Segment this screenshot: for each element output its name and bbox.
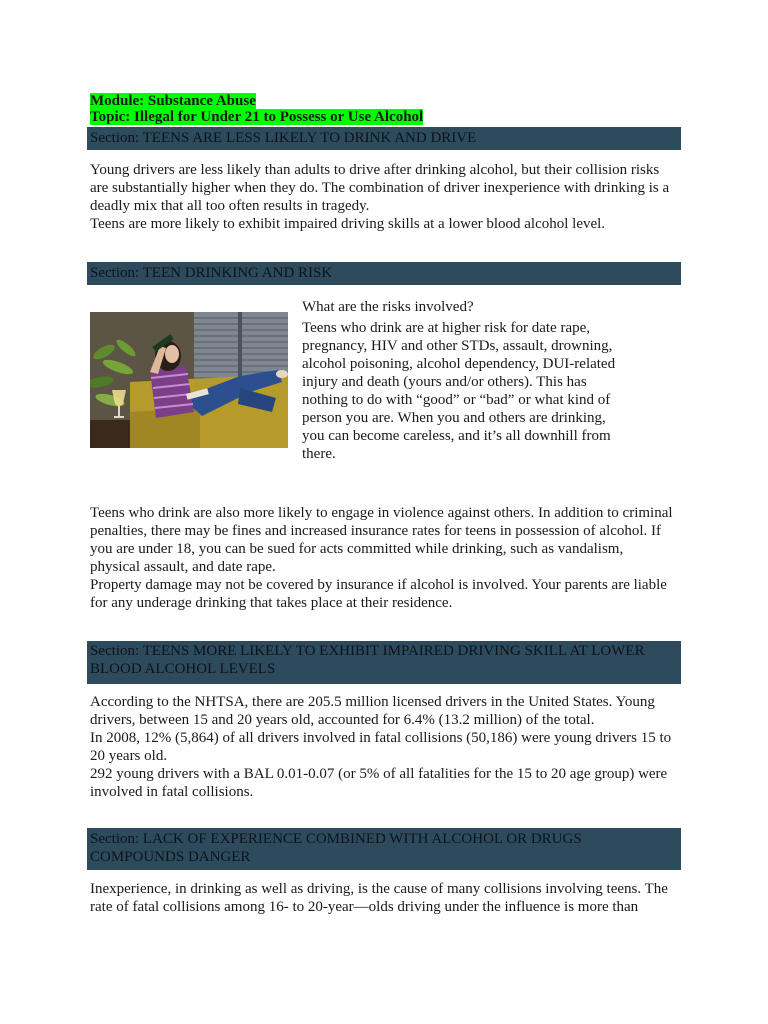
paragraph-line: there. (302, 446, 336, 462)
paragraph-line: rate of fatal collisions among 16- to 20-year—olds driving under the influence is more than (90, 899, 639, 915)
topic-label: Topic: Illegal for Under 21 to Possess or Use Alcohol (90, 109, 424, 125)
section-bar-lack-of-experience (87, 828, 681, 870)
paragraph (90, 693, 671, 729)
paragraph-line: 292 young drivers with a BAL 0.01-0.07 (or 5% of all fatalities for the 15 to 20 age group) were (90, 766, 668, 782)
topic-title (90, 109, 423, 125)
paragraph-line: nothing to do with “good” or “bad” or what kind of (302, 392, 611, 408)
paragraph-line: pregnancy, HIV and other STDs, assault, drowning, (302, 338, 613, 354)
teen-drinking-illustration (90, 312, 288, 448)
paragraph-line: 20 years old. (90, 748, 168, 764)
section-4-body (90, 880, 668, 916)
paragraph-line: drivers, between 15 and 20 years old, accounted for 6.4% (13.2 million) of the total. (90, 712, 595, 728)
paragraph (90, 765, 671, 801)
paragraph-line: injury and death (yours and/or others). This has (302, 374, 587, 390)
section-2-body (90, 504, 673, 612)
paragraph (90, 504, 673, 576)
section-heading: Section: LACK OF EXPERIENCE COMBINED WITH ALCOHOL OR DRUGS (90, 831, 582, 847)
paragraph-line: penalties, there may be fines and increased insurance rates for teens in possession of alcohol. If (90, 523, 662, 539)
question-text: What are the risks involved? (302, 299, 474, 315)
paragraph-line: Teens who drink are at higher risk for date rape, (302, 320, 591, 336)
section-heading: Section: TEENS MORE LIKELY TO EXHIBIT IMPAIRED DRIVING SKILL AT LOWER (90, 643, 645, 659)
paragraph (90, 161, 669, 215)
risks-paragraph (302, 319, 615, 463)
section-1-body (90, 161, 669, 233)
paragraph-line: alcohol poisoning, alcohol dependency, DUI-related (302, 356, 616, 372)
section-3-body (90, 693, 671, 801)
paragraph-line: you can become careless, and it’s all downhill from (302, 428, 611, 444)
paragraph-line: In 2008, 12% (5,864) of all drivers involved in fatal collisions (50,186) were young drivers 15 to (90, 730, 672, 746)
paragraph-line: are substantially higher when they do. The combination of driver inexperience with drinking is a (90, 180, 670, 196)
paragraph-line: you are under 18, you can be sued for acts committed while drinking, such as vandalism, (90, 541, 624, 557)
paragraph (90, 729, 671, 765)
section-bar-teen-drinking-risk (87, 262, 681, 285)
paragraph-line: deadly mix that all too often results in tragedy. (90, 198, 370, 214)
section-bar-teens-less-likely (87, 127, 681, 150)
module-label: Module: Substance Abuse (90, 93, 256, 109)
paragraph (90, 576, 673, 612)
paragraph-line: person you are. When you and others are drinking, (302, 410, 606, 426)
section-heading: Section: TEENS ARE LESS LIKELY TO DRINK AND DRIVE (90, 130, 477, 146)
section-heading: COMPOUNDS DANGER (90, 849, 251, 865)
paragraph-line: Teens who drink are also more likely to engage in violence against others. In addition to criminal (90, 505, 673, 521)
paragraph (90, 880, 668, 916)
module-title (90, 93, 256, 109)
paragraph-line: According to the NHTSA, there are 205.5 million licensed drivers in the United States. Young (90, 694, 655, 710)
section-heading: Section: TEEN DRINKING AND RISK (90, 265, 333, 281)
teen-drinking-photo (90, 312, 288, 448)
section-bar-impaired-driving (87, 641, 681, 684)
paragraph-line: for any underage drinking that takes place at their residence. (90, 595, 453, 611)
section-heading: BLOOD ALCOHOL LEVELS (90, 661, 276, 677)
paragraph (90, 215, 669, 233)
paragraph-line: Property damage may not be covered by insurance if alcohol is involved. Your parents are liable (90, 577, 667, 593)
paragraph-line: Inexperience, in drinking as well as driving, is the cause of many collisions involving teens. The (90, 881, 668, 897)
risks-question (302, 298, 474, 316)
paragraph-line: physical assault, and date rape. (90, 559, 276, 575)
paragraph-line: involved in fatal collisions. (90, 784, 254, 800)
paragraph-line: Young drivers are less likely than adults to drive after drinking alcohol, but their collision risks (90, 162, 660, 178)
paragraph-line: Teens are more likely to exhibit impaired driving skills at a lower blood alcohol level. (90, 216, 606, 232)
